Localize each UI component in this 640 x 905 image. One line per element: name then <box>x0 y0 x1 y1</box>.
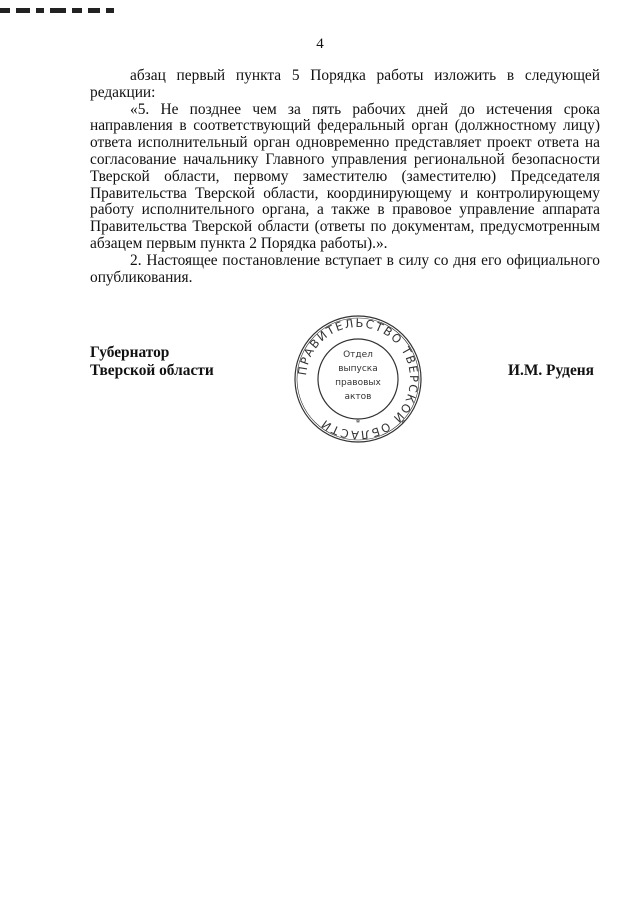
seal-line-1: Отдел <box>343 350 373 360</box>
seal-line-2: выпуска <box>338 364 378 374</box>
page-number: 4 <box>316 36 324 52</box>
paragraph-2: «5. Не позднее чем за пять рабочих дней до истечения срока направления в соответствующий федеральный орган (должностному лицу) ответа исполнительный орган одновременно представляет проект ответа на согласование начальнику Главного управления региональной безопасности Тверской области, первому заместителю (заместителю) Председателя Правительства Тверской области, координирующему и контролирующему работу исполнительного органа, а также в правовое управление аппарата Правительства Тверской области (ответы по документам, предусмотренным абзацем первым пункта 2 Порядка работы).». <box>90 100 600 252</box>
seal-line-4: актов <box>344 392 372 402</box>
position-title: Губернатор <box>90 344 170 361</box>
paragraph-1: абзац первый пункта 5 Порядка работы изложить в следующей редакции: <box>90 67 600 101</box>
scan-artifact <box>0 0 150 6</box>
signatory-name: И.М. Руденя <box>508 362 594 379</box>
seal-line-3: правовых <box>335 378 381 388</box>
seal-ring-text: ПРАВИТЕЛЬСТВО ТВЕРСКОЙ ОБЛАСТИ <box>294 315 422 443</box>
signatory-position <box>90 344 214 380</box>
paragraph-3: 2. Настоящее постановление вступает в силу со дня его официального опубликования. <box>90 251 600 286</box>
document-body <box>90 68 600 286</box>
svg-text:*: * <box>355 418 361 428</box>
position-region: Тверской области <box>90 362 214 379</box>
seal-center-text <box>325 348 391 404</box>
